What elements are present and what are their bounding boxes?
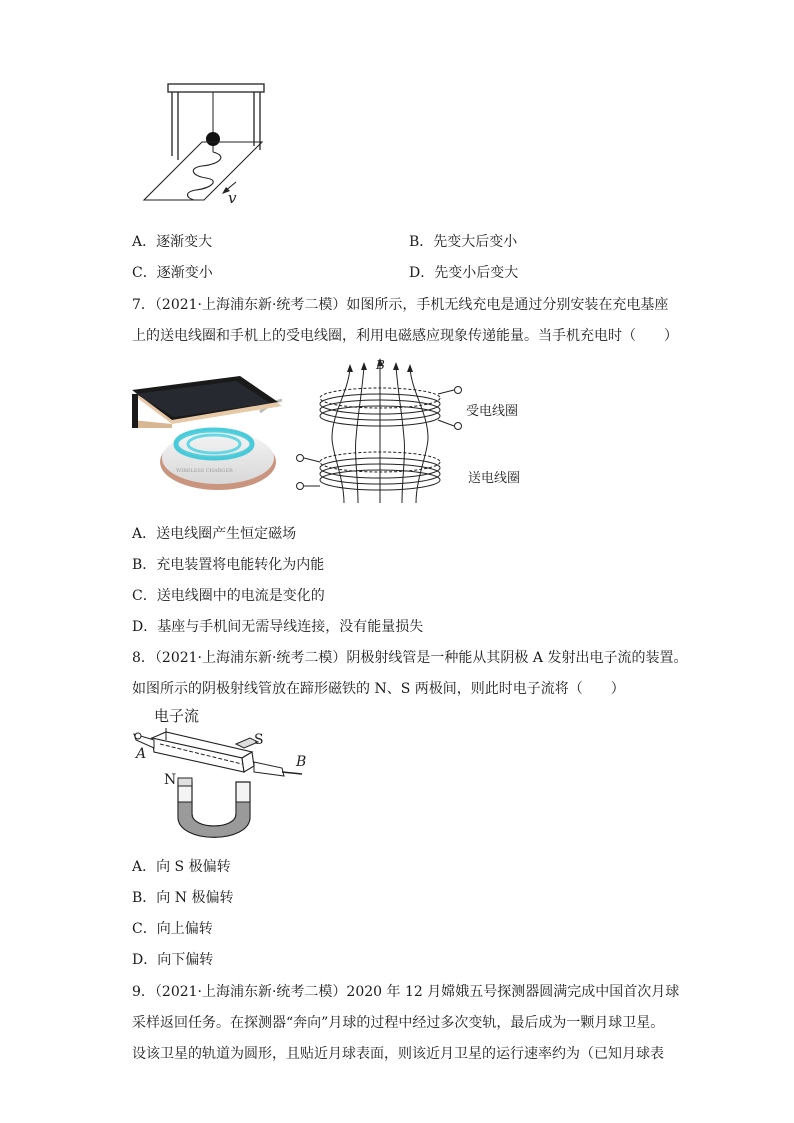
- q6-option-d[interactable]: D．先变小后变大: [409, 265, 519, 281]
- cathode-ray-tube-figure: [132, 722, 312, 852]
- velocity-label: v: [228, 189, 237, 206]
- q8-option-a[interactable]: A．向 S 极偏转: [132, 859, 231, 875]
- b-label: B: [376, 358, 385, 372]
- a-label: A: [136, 746, 147, 762]
- q6-option-c[interactable]: C．逐渐变小: [132, 265, 213, 281]
- q7-stem-line1: 7．（2021·上海浦东新·统考二模）如图所示，手机无线充电是通过分别安装在充电基座: [132, 297, 669, 313]
- q7-option-c[interactable]: C．送电线圈中的电流是变化的: [132, 588, 325, 604]
- q8-option-d[interactable]: D．向下偏转: [132, 952, 214, 968]
- q6-option-b[interactable]: B．先变大后变小: [409, 234, 518, 250]
- wireless-charger-photo: [132, 372, 282, 494]
- q6-option-a[interactable]: A．逐渐变大: [132, 234, 213, 250]
- sender-coil-label: 送电线圈: [468, 471, 521, 486]
- q8-option-b[interactable]: B．向 N 极偏转: [132, 890, 234, 906]
- q9-stem-line3: 设该卫星的轨道为圆形，且贴近月球表面，则该近月卫星的运行速率约为（已知月球表: [132, 1046, 664, 1062]
- q8-option-c[interactable]: C．向上偏转: [132, 921, 213, 937]
- q8-stem-line1: 8．（2021·上海浦东新·统考二模）阴极射线管是一种能从其阴极 A 发射出电子流的装置。: [132, 650, 688, 666]
- q9-stem-line1: 9．（2021·上海浦东新·统考二模）2020 年 12 月嫦娥五号探测器圆满完成中国首次月球: [132, 984, 680, 1000]
- n-pole-label: N: [164, 772, 177, 788]
- receiver-coil-label: 受电线圈: [466, 404, 519, 419]
- q7-stem-line2: 上的送电线圈和手机上的受电线圈，利用电磁感应现象传递能量。当手机充电时（ ）: [132, 328, 678, 344]
- b-end-label: B: [296, 754, 307, 770]
- electron-stream-label: 电子流: [154, 707, 200, 725]
- s-pole-label: S: [254, 732, 264, 748]
- q7-option-b[interactable]: B．充电装置将电能转化为内能: [132, 557, 325, 573]
- q7-option-d[interactable]: D．基座与手机间无需导线连接，没有能量损失: [132, 619, 424, 635]
- q8-stem-line2: 如图所示的阴极射线管放在蹄形磁铁的 N、S 两极间，则此时电子流将（ ）: [132, 681, 625, 697]
- pendulum-figure: [140, 80, 270, 206]
- q7-option-a[interactable]: A．送电线圈产生恒定磁场: [132, 526, 297, 542]
- svg-text:WIRELESS CHARGER: WIRELESS CHARGER: [176, 468, 233, 474]
- q9-stem-line2: 采样返回任务。在探测器“奔向”月球的过程中经过多次变轨，最后成为一颗月球卫星。: [132, 1015, 665, 1031]
